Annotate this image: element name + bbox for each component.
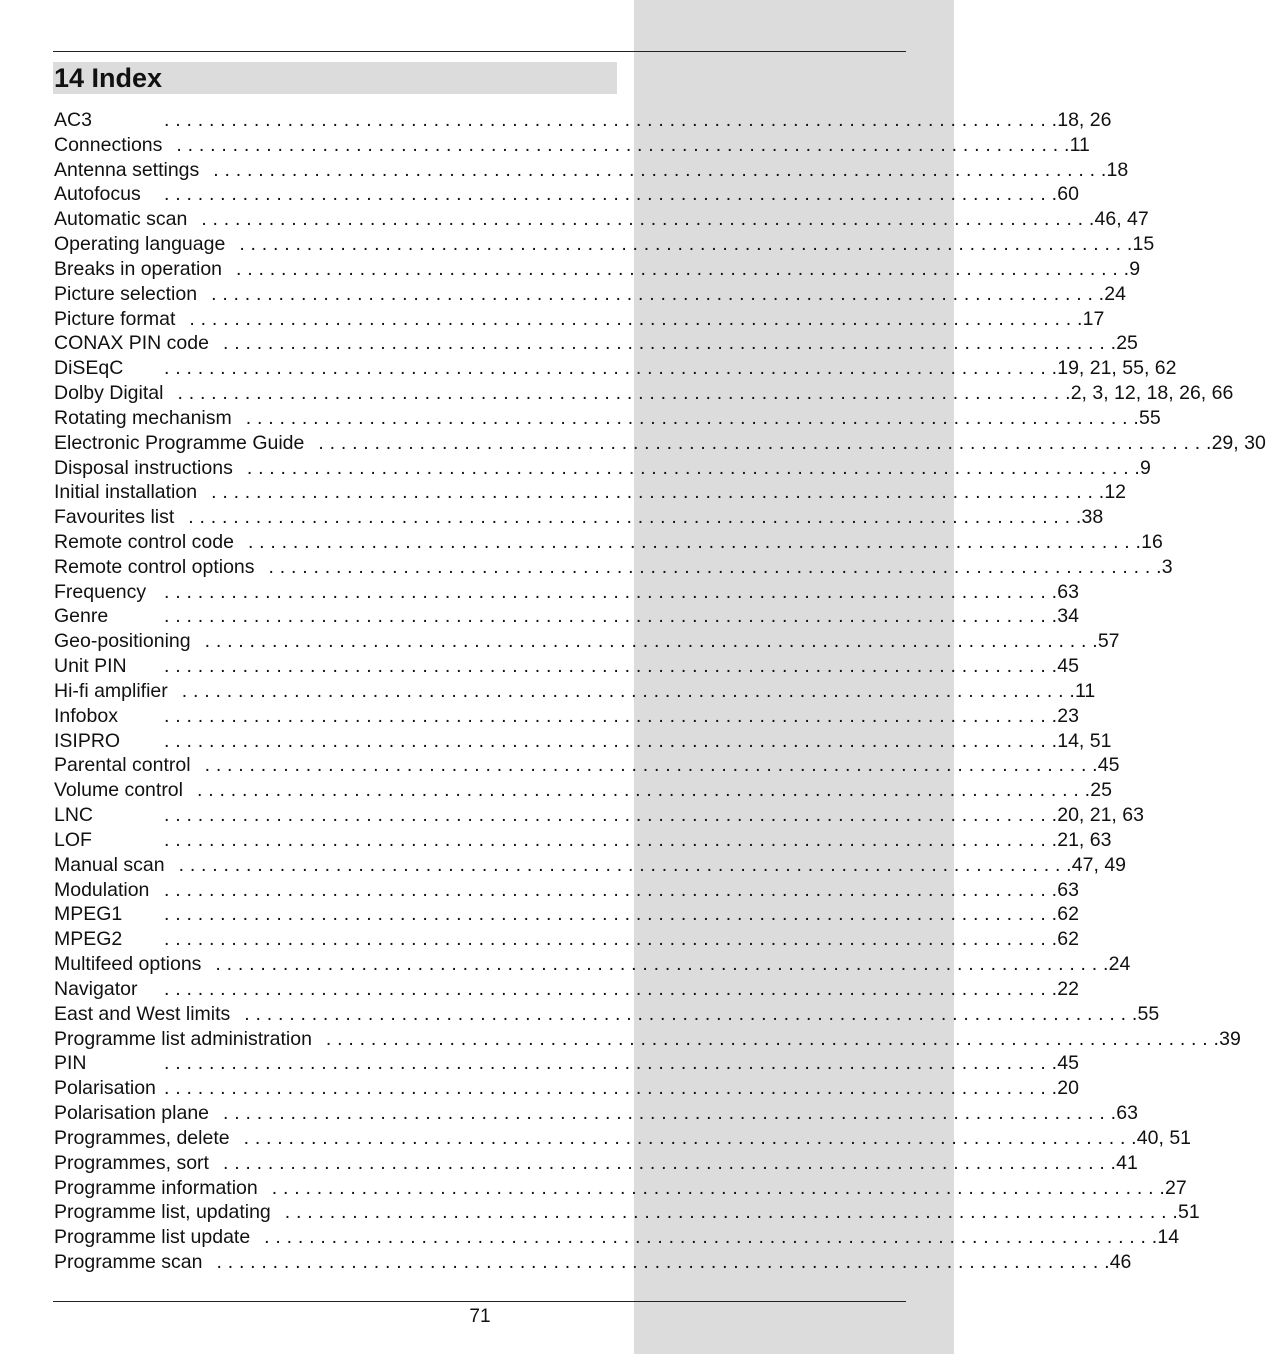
dot-leader: . . . . . . . . . . . . . . . . . . . . . . . . . . . . . . . . . . . . . . . . . . . . . . . . . . . . . . . . . . . . . . . . . . . . . . . . . . . . . . . . [268,555,1162,578]
index-term: Programmes, sort [54,1151,209,1174]
index-pages: 47, 49 [1071,853,1127,876]
index-term: Favourites list [54,506,175,529]
index-pages: 25 [1090,779,1112,802]
index-entry [54,1126,1192,1151]
index-entry [54,629,1120,654]
index-pages: 3 [1161,555,1173,578]
index-entry [54,480,1127,505]
index-entry [54,853,1127,878]
index-term: Remote control code [54,530,234,553]
index-pages: 24 [1104,282,1126,305]
index-entry [54,952,1131,977]
index-pages: 11 [1069,133,1090,156]
index-term: Electronic Programme Guide [54,431,305,454]
index-entry [54,1076,1079,1101]
dot-leader: . . . . . . . . . . . . . . . . . . . . . . . . . . . . . . . . . . . . . . . . . . . . . . . . . . . . . . . . . . . . . . . . . . . . . . . . . . . . . . . . [164,878,1058,901]
index-pages: 45 [1057,1052,1079,1075]
index-pages: 62 [1057,903,1079,926]
index-entry [54,108,1112,133]
index-term: Antenna settings [54,158,200,181]
dot-leader: . . . . . . . . . . . . . . . . . . . . . . . . . . . . . . . . . . . . . . . . . . . . . . . . . . . . . . . . . . . . . . . . . . . . . . . . . . . . . . . . [197,779,1091,802]
dot-leader: . . . . . . . . . . . . . . . . . . . . . . . . . . . . . . . . . . . . . . . . . . . . . . . . . . . . . . . . . . . . . . . . . . . . . . . . . . . . . . . . [223,1102,1117,1125]
index-entry [54,1151,1138,1176]
footer-rule [53,1301,906,1302]
index-pages: 40, 51 [1136,1126,1192,1149]
index-pages: 14, 51 [1057,729,1112,752]
index-term: AC3 [54,108,92,131]
dot-leader: . . . . . . . . . . . . . . . . . . . . . . . . . . . . . . . . . . . . . . . . . . . . . . . . . . . . . . . . . . . . . . . . . . . . . . . . . . . . . . . . [164,655,1058,678]
index-term: Connections [54,133,163,156]
index-term: Hi-fi amplifier [54,679,168,702]
index-term: Picture format [54,307,176,330]
index-entry [54,530,1163,555]
index-term: Manual scan [54,853,165,876]
index-entry [54,803,1144,828]
index-pages: 62 [1057,928,1079,951]
index-entry [54,232,1155,257]
index-pages: 19, 21, 55, 62 [1057,357,1177,380]
index-entry [54,1250,1132,1275]
dot-leader: . . . . . . . . . . . . . . . . . . . . . . . . . . . . . . . . . . . . . . . . . . . . . . . . . . . . . . . . . . . . . . . . . . . . . . . . . . . . . . . . [164,1077,1058,1100]
index-list [54,108,1266,1275]
index-pages: 63 [1057,580,1079,603]
index-entry [54,182,1079,207]
index-entry [54,1002,1160,1027]
index-pages: 46 [1109,1251,1132,1273]
index-term: Parental control [54,754,191,777]
dot-leader: . . . . . . . . . . . . . . . . . . . . . . . . . . . . . . . . . . . . . . . . . . . . . . . . . . . . . . . . . . . . . . . . . . . . . . . . . . . . . . . . [325,1027,1220,1050]
index-pages: 21, 63 [1057,828,1112,851]
index-term: LOF [54,828,92,851]
dot-leader: . . . . . . . . . . . . . . . . . . . . . . . . . . . . . . . . . . . . . . . . . . . . . . . . . . . . . . . . . . . . . . . . . . . . . . . . . . . . . . . . [164,928,1058,951]
index-entry [54,903,1079,928]
index-term: Polarisation [54,1077,156,1100]
index-term: Navigator [54,977,138,1000]
index-entry [54,456,1151,481]
index-pages: 2, 3, 12, 18, 26, 66 [1070,382,1234,405]
index-pages: 51 [1178,1201,1200,1224]
dot-leader: . . . . . . . . . . . . . . . . . . . . . . . . . . . . . . . . . . . . . . . . . . . . . . . . . . . . . . . . . . . . . . . . . . . . . . . . . . . . . . . . [271,1176,1165,1199]
index-term: Remote control options [54,555,255,578]
index-entry [54,704,1079,729]
dot-leader: . . . . . . . . . . . . . . . . . . . . . . . . . . . . . . . . . . . . . . . . . . . . . . . . . . . . . . . . . . . . . . . . . . . . . . . . . . . . . . . . [245,406,1139,429]
dot-leader: . . . . . . . . . . . . . . . . . . . . . . . . . . . . . . . . . . . . . . . . . . . . . . . . . . . . . . . . . . . . . . . . . . . . . . . . . . . . . . . . [264,1226,1158,1249]
index-entry [54,878,1079,903]
index-entry [54,977,1079,1002]
index-pages: 63 [1116,1102,1138,1125]
index-pages: 60 [1057,183,1079,206]
index-term: Unit PIN [54,655,127,678]
index-term: Programme list, updating [54,1201,271,1224]
index-term: Programme list update [54,1226,251,1249]
dot-leader: . . . . . . . . . . . . . . . . . . . . . . . . . . . . . . . . . . . . . . . . . . . . . . . . . . . . . . . . . . . . . . . . . . . . . . . . . . . . . . . . [222,332,1117,355]
dot-leader: . . . . . . . . . . . . . . . . . . . . . . . . . . . . . . . . . . . . . . . . . . . . . . . . . . . . . . . . . . . . . . . . . . . . . . . . . . . . . . . . [239,233,1133,256]
index-entry [54,605,1079,630]
index-term: Disposal instructions [54,456,233,479]
index-pages: 39 [1219,1027,1241,1050]
index-entry [54,282,1126,307]
dot-leader: . . . . . . . . . . . . . . . . . . . . . . . . . . . . . . . . . . . . . . . . . . . . . . . . . . . . . . . . . . . . . . . . . . . . . . . . . . . . . . . . [164,977,1058,1000]
index-entry [54,828,1112,853]
index-entry [54,1176,1187,1201]
index-term: Dolby Digital [54,382,164,405]
index-entry [54,505,1104,530]
dot-leader: . . . . . . . . . . . . . . . . . . . . . . . . . . . . . . . . . . . . . . . . . . . . . . . . . . . . . . . . . . . . . . . . . . . . . . . . . . . . . . . . [216,1251,1110,1273]
index-entry [54,729,1112,754]
index-entry [54,431,1266,456]
index-pages: 14 [1157,1226,1180,1249]
index-term: Volume control [54,779,183,802]
dot-leader: . . . . . . . . . . . . . . . . . . . . . . . . . . . . . . . . . . . . . . . . . . . . . . . . . . . . . . . . . . . . . . . . . . . . . . . . . . . . . . . . [213,158,1107,181]
index-pages: 15 [1132,233,1155,256]
dot-leader: . . . . . . . . . . . . . . . . . . . . . . . . . . . . . . . . . . . . . . . . . . . . . . . . . . . . . . . . . . . . . . . . . . . . . . . . . . . . . . . . [177,382,1071,405]
dot-leader: . . . . . . . . . . . . . . . . . . . . . . . . . . . . . . . . . . . . . . . . . . . . . . . . . . . . . . . . . . . . . . . . . . . . . . . . . . . . . . . . [164,804,1058,827]
index-term: ISIPRO [54,729,121,752]
index-pages: 46, 47 [1094,208,1149,231]
index-entry [54,1027,1241,1052]
dot-leader: . . . . . . . . . . . . . . . . . . . . . . . . . . . . . . . . . . . . . . . . . . . . . . . . . . . . . . . . . . . . . . . . . . . . . . . . . . . . . . . . [243,1126,1137,1149]
index-pages: 55 [1138,406,1161,429]
dot-leader: . . . . . . . . . . . . . . . . . . . . . . . . . . . . . . . . . . . . . . . . . . . . . . . . . . . . . . . . . . . . . . . . . . . . . . . . . . . . . . . . [188,506,1082,529]
dot-leader: . . . . . . . . . . . . . . . . . . . . . . . . . . . . . . . . . . . . . . . . . . . . . . . . . . . . . . . . . . . . . . . . . . . . . . . . . . . . . . . . [211,481,1105,504]
index-entry [54,207,1149,232]
index-entry [54,307,1105,332]
index-entry [54,1051,1079,1076]
index-pages: 25 [1116,332,1138,355]
dot-leader: . . . . . . . . . . . . . . . . . . . . . . . . . . . . . . . . . . . . . . . . . . . . . . . . . . . . . . . . . . . . . . . . . . . . . . . . . . . . . . . . [215,953,1109,976]
index-term: Frequency [54,580,147,603]
dot-leader: . . . . . . . . . . . . . . . . . . . . . . . . . . . . . . . . . . . . . . . . . . . . . . . . . . . . . . . . . . . . . . . . . . . . . . . . . . . . . . . . [164,729,1058,752]
dot-leader: . . . . . . . . . . . . . . . . . . . . . . . . . . . . . . . . . . . . . . . . . . . . . . . . . . . . . . . . . . . . . . . . . . . . . . . . . . . . . . . . [211,282,1105,305]
dot-leader: . . . . . . . . . . . . . . . . . . . . . . . . . . . . . . . . . . . . . . . . . . . . . . . . . . . . . . . . . . . . . . . . . . . . . . . . . . . . . . . . [164,828,1058,851]
index-entry [54,580,1079,605]
index-term: DiSEqC [54,357,124,380]
index-pages: 41 [1116,1151,1138,1174]
dot-leader: . . . . . . . . . . . . . . . . . . . . . . . . . . . . . . . . . . . . . . . . . . . . . . . . . . . . . . . . . . . . . . . . . . . . . . . . . . . . . . . . [247,530,1142,553]
dot-leader: . . . . . . . . . . . . . . . . . . . . . . . . . . . . . . . . . . . . . . . . . . . . . . . . . . . . . . . . . . . . . . . . . . . . . . . . . . . . . . . . [201,208,1095,231]
index-pages: 9 [1129,257,1141,280]
index-pages: 16 [1141,530,1163,553]
page-title: 14 Index [53,62,617,94]
index-term: Infobox [54,704,118,727]
index-pages: 20 [1057,1077,1079,1100]
index-term: Programme information [54,1176,258,1199]
index-pages: 12 [1104,481,1127,504]
header-rule [53,51,906,52]
index-term: Modulation [54,878,150,901]
index-term: Genre [54,605,109,628]
index-term: Rotating mechanism [54,406,232,429]
index-entry [54,356,1177,381]
index-pages: 55 [1137,1002,1160,1025]
index-entry [54,778,1112,803]
index-pages: 22 [1057,977,1079,1000]
index-pages: 34 [1057,605,1079,628]
index-term: Polarisation plane [54,1102,210,1125]
index-entry [54,1101,1138,1126]
index-entry [54,158,1129,183]
index-entry [54,133,1090,158]
index-entry [54,1200,1200,1225]
dot-leader: . . . . . . . . . . . . . . . . . . . . . . . . . . . . . . . . . . . . . . . . . . . . . . . . . . . . . . . . . . . . . . . . . . . . . . . . . . . . . . . . [164,580,1058,603]
index-entry [54,654,1079,679]
index-term: Programmes, delete [54,1126,230,1149]
dot-leader: . . . . . . . . . . . . . . . . . . . . . . . . . . . . . . . . . . . . . . . . . . . . . . . . . . . . . . . . . . . . . . . . . . . . . . . . . . . . . . . . [246,456,1141,479]
index-term: Geo-positioning [54,630,191,653]
index-pages: 20, 21, 63 [1057,804,1144,827]
dot-leader: . . . . . . . . . . . . . . . . . . . . . . . . . . . . . . . . . . . . . . . . . . . . . . . . . . . . . . . . . . . . . . . . . . . . . . . . . . . . . . . . [189,307,1083,330]
index-entry [54,927,1079,952]
index-term: PIN [54,1052,87,1075]
dot-leader: . . . . . . . . . . . . . . . . . . . . . . . . . . . . . . . . . . . . . . . . . . . . . . . . . . . . . . . . . . . . . . . . . . . . . . . . . . . . . . . . [181,679,1075,702]
index-pages: 18 [1106,158,1129,181]
index-term: East and West limits [54,1002,231,1025]
index-entry [54,406,1161,431]
index-pages: 45 [1097,754,1120,777]
dot-leader: . . . . . . . . . . . . . . . . . . . . . . . . . . . . . . . . . . . . . . . . . . . . . . . . . . . . . . . . . . . . . . . . . . . . . . . . . . . . . . . . [164,704,1058,727]
dot-leader: . . . . . . . . . . . . . . . . . . . . . . . . . . . . . . . . . . . . . . . . . . . . . . . . . . . . . . . . . . . . . . . . . . . . . . . . . . . . . . . . [244,1002,1138,1025]
index-entry [54,257,1141,282]
dot-leader: . . . . . . . . . . . . . . . . . . . . . . . . . . . . . . . . . . . . . . . . . . . . . . . . . . . . . . . . . . . . . . . . . . . . . . . . . . . . . . . . [178,853,1072,876]
dot-leader: . . . . . . . . . . . . . . . . . . . . . . . . . . . . . . . . . . . . . . . . . . . . . . . . . . . . . . . . . . . . . . . . . . . . . . . . . . . . . . . . [284,1201,1178,1224]
index-term: LNC [54,804,94,827]
dot-leader: . . . . . . . . . . . . . . . . . . . . . . . . . . . . . . . . . . . . . . . . . . . . . . . . . . . . . . . . . . . . . . . . . . . . . . . . . . . . . . . . [204,630,1098,653]
index-term: CONAX PIN code [54,332,209,355]
index-pages: 11 [1074,679,1096,702]
index-pages: 29, 30 [1211,431,1266,454]
index-term: Autofocus [54,183,141,206]
dot-leader: . . . . . . . . . . . . . . . . . . . . . . . . . . . . . . . . . . . . . . . . . . . . . . . . . . . . . . . . . . . . . . . . . . . . . . . . . . . . . . . . [164,357,1058,380]
index-pages: 45 [1057,655,1079,678]
index-pages: 24 [1108,953,1131,976]
index-term: MPEG1 [54,903,123,926]
dot-leader: . . . . . . . . . . . . . . . . . . . . . . . . . . . . . . . . . . . . . . . . . . . . . . . . . . . . . . . . . . . . . . . . . . . . . . . . . . . . . . . . [164,605,1058,628]
index-entry [54,1225,1180,1250]
index-entry [54,679,1096,704]
dot-leader: . . . . . . . . . . . . . . . . . . . . . . . . . . . . . . . . . . . . . . . . . . . . . . . . . . . . . . . . . . . . . . . . . . . . . . . . . . . . . . . . [164,183,1058,206]
index-term: MPEG2 [54,928,123,951]
dot-leader: . . . . . . . . . . . . . . . . . . . . . . . . . . . . . . . . . . . . . . . . . . . . . . . . . . . . . . . . . . . . . . . . . . . . . . . . . . . . . . . . [222,1151,1117,1174]
index-pages: 57 [1097,630,1120,653]
index-pages: 38 [1081,506,1104,529]
dot-leader: . . . . . . . . . . . . . . . . . . . . . . . . . . . . . . . . . . . . . . . . . . . . . . . . . . . . . . . . . . . . . . . . . . . . . . . . . . . . . . . . [236,257,1130,280]
dot-leader: . . . . . . . . . . . . . . . . . . . . . . . . . . . . . . . . . . . . . . . . . . . . . . . . . . . . . . . . . . . . . . . . . . . . . . . . . . . . . . . . [164,108,1058,131]
index-term: Multifeed options [54,953,202,976]
index-pages: 17 [1082,307,1105,330]
index-term: Initial installation [54,481,198,504]
index-pages: 27 [1164,1176,1187,1199]
page-number: 71 [469,1306,491,1327]
index-entry [54,381,1234,406]
index-entry [54,754,1120,779]
index-pages: 23 [1057,704,1079,727]
index-term: Programme scan [54,1251,203,1273]
dot-leader: . . . . . . . . . . . . . . . . . . . . . . . . . . . . . . . . . . . . . . . . . . . . . . . . . . . . . . . . . . . . . . . . . . . . . . . . . . . . . . . . [164,1052,1058,1075]
index-entry [54,555,1173,580]
index-term: Operating language [54,233,226,256]
dot-leader: . . . . . . . . . . . . . . . . . . . . . . . . . . . . . . . . . . . . . . . . . . . . . . . . . . . . . . . . . . . . . . . . . . . . . . . . . . . . . . . . [176,133,1070,156]
index-term: Picture selection [54,282,198,305]
dot-leader: . . . . . . . . . . . . . . . . . . . . . . . . . . . . . . . . . . . . . . . . . . . . . . . . . . . . . . . . . . . . . . . . . . . . . . . . . . . . . . . . [318,431,1212,454]
dot-leader: . . . . . . . . . . . . . . . . . . . . . . . . . . . . . . . . . . . . . . . . . . . . . . . . . . . . . . . . . . . . . . . . . . . . . . . . . . . . . . . . [204,754,1098,777]
index-pages: 18, 26 [1057,108,1112,131]
index-term: Programme list administration [54,1027,312,1050]
index-pages: 9 [1140,456,1151,479]
dot-leader: . . . . . . . . . . . . . . . . . . . . . . . . . . . . . . . . . . . . . . . . . . . . . . . . . . . . . . . . . . . . . . . . . . . . . . . . . . . . . . . . [164,903,1058,926]
index-entry [54,331,1138,356]
index-term: Automatic scan [54,208,188,231]
index-term: Breaks in operation [54,257,223,280]
index-pages: 63 [1057,878,1079,901]
